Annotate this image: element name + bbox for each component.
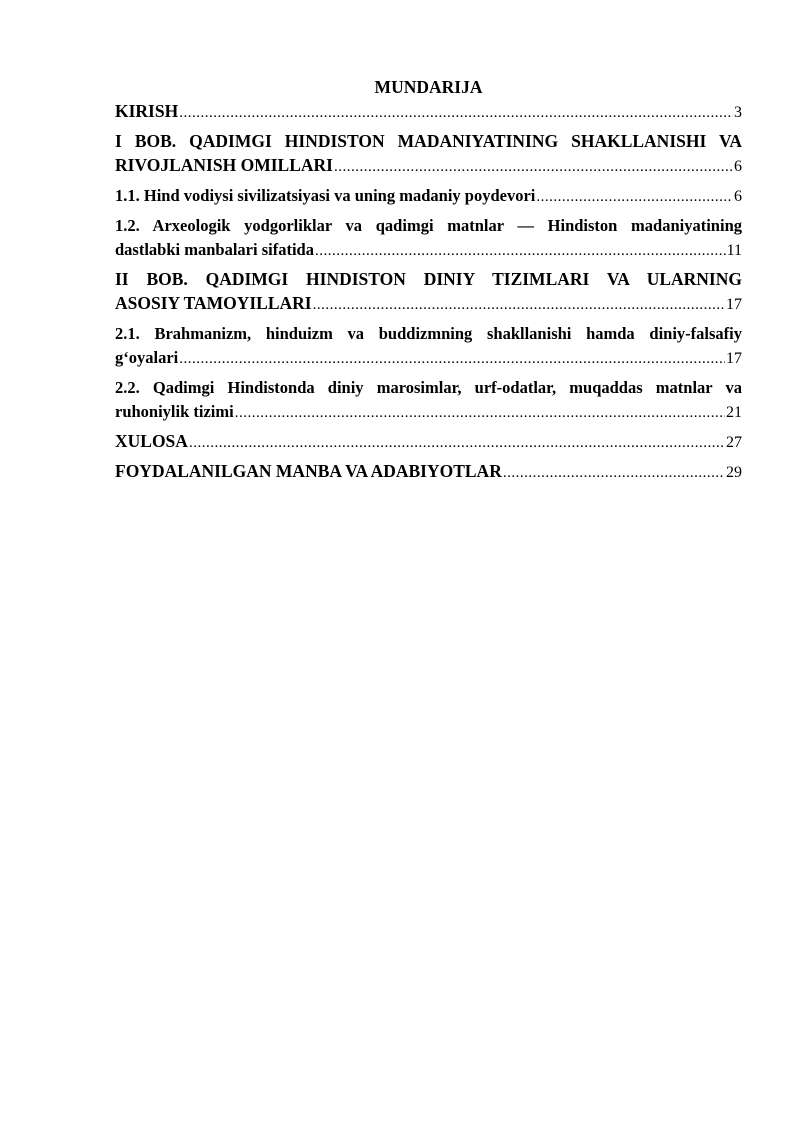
toc-page-number: 3: [734, 104, 742, 121]
toc-page-number: 17: [726, 350, 742, 367]
toc-entry-section-2-1[interactable]: [115, 322, 742, 371]
document-page: [115, 76, 742, 485]
toc-page-number: 17: [726, 296, 742, 313]
toc-entry-label: XULOSA: [115, 431, 188, 451]
toc-entry-section-1-1[interactable]: [115, 184, 742, 209]
toc-entry-kirish[interactable]: [115, 99, 742, 125]
toc-page-number: 6: [734, 158, 742, 175]
toc-entry-label: KIRISH: [115, 101, 179, 121]
toc-entry-label: 1.1. Hind vodiysi sivilizatsiyasi va uning madaniy poydevori: [115, 186, 536, 205]
toc-entry-label: dastlabki manbalari sifatida: [115, 240, 314, 259]
toc-entry-xulosa[interactable]: [115, 429, 742, 455]
toc-entry-label-line-1: 2.1. Brahmanizm, hinduizm va buddizmning shakllanishi hamda diniy-falsafiy: [115, 324, 742, 343]
toc-entry-chapter-1[interactable]: [115, 129, 742, 179]
toc-page-number: 11: [726, 242, 742, 259]
dot-leader: [179, 347, 725, 371]
toc-entry-label: ruhoniylik tizimi: [115, 402, 234, 421]
toc-page-number: 27: [726, 434, 742, 451]
toc-entry-references[interactable]: [115, 459, 742, 485]
toc-entry-chapter-2[interactable]: [115, 267, 742, 317]
toc-entry-label-line-1: 1.2. Arxeologik yodgorliklar va qadimgi matnlar — Hindiston madaniyatining: [115, 216, 742, 235]
toc-entry-label-line-1: I BOB. QADIMGI HINDISTON MADANIYATINING SHAKLLANISHI VA: [115, 131, 742, 151]
toc-page-number: 6: [734, 188, 742, 205]
toc-entry-label: RIVOJLANISH OMILLARI: [115, 155, 333, 175]
dot-leader: [536, 185, 733, 209]
toc-entry-label: g‘oyalari: [115, 348, 179, 367]
dot-leader: [189, 431, 725, 455]
dot-leader: [179, 101, 733, 125]
toc-page-number: 29: [726, 464, 742, 481]
toc-entry-section-1-2[interactable]: [115, 214, 742, 263]
toc-entry-label: FOYDALANILGAN MANBA VA ADABIYOTLAR: [115, 461, 502, 481]
dot-leader: [235, 401, 725, 425]
toc-page-number: 21: [726, 404, 742, 421]
dot-leader: [315, 239, 726, 263]
toc-entry-section-2-2[interactable]: [115, 376, 742, 425]
toc-entry-label-line-1: II BOB. QADIMGI HINDISTON DINIY TIZIMLARI VA ULARNING: [115, 269, 742, 289]
toc-list: [115, 99, 742, 485]
dot-leader: [334, 155, 733, 179]
toc-title: MUNDARIJA: [374, 77, 483, 97]
toc-entry-label: ASOSIY TAMOYILLARI: [115, 293, 312, 313]
toc-entry-label-line-1: 2.2. Qadimgi Hindistonda diniy marosimlar, urf-odatlar, muqaddas matnlar va: [115, 378, 742, 397]
dot-leader: [313, 293, 725, 317]
dot-leader: [503, 461, 725, 485]
